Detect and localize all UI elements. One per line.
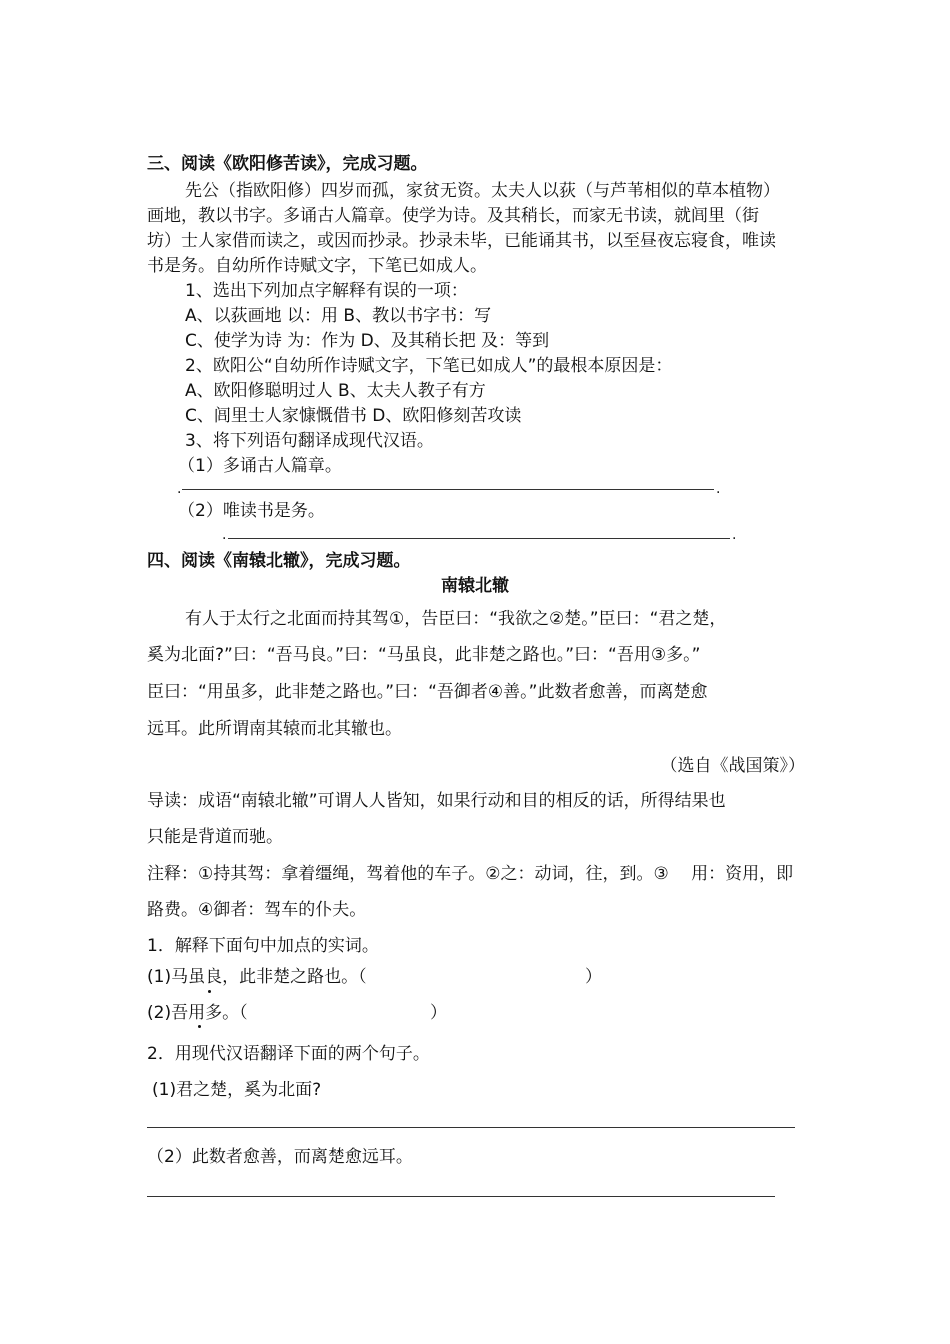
s3-q1-cd: C、使学为诗 为：作为 D、及其稍长把 及：等到 — [185, 331, 550, 351]
answer-line-start-dot: . — [222, 527, 227, 543]
answer-line-start-dot: . — [177, 481, 182, 497]
s4-q1-2-close: ） — [430, 1003, 447, 1023]
source: （选自《战国策》） — [660, 756, 805, 776]
s3-q3-2: （2）唯读书是务。 — [178, 501, 325, 521]
answer-line-end-dot: . — [716, 481, 721, 497]
s3-q2: 2、欧阳公“自幼所作诗赋文字，下笔已如成人”的最根本原因是： — [185, 356, 673, 376]
passage3-line-4: 书是务。自幼所作诗赋文字，下笔已如成人。 — [147, 256, 487, 276]
section4-heading: 四、阅读《南辕北辙》，完成习题。 — [147, 551, 411, 571]
s4-q1-2: (2)吾用多。（ — [147, 1003, 248, 1023]
s4-q1: 1．解释下面句中加点的实词。 — [147, 936, 379, 956]
passage4-line-1: 有人于太行之北面而持其驾①，告臣曰：“我欲之②楚。”臣曰：“君之楚， — [185, 609, 727, 629]
s4-q2-2: （2）此数者愈善，而离楚愈远耳。 — [147, 1147, 413, 1167]
answer-line[interactable] — [182, 489, 714, 490]
answer-line-end-dot: . — [732, 527, 737, 543]
section4-title: 南辕北辙 — [441, 576, 509, 596]
emphasis-dot — [198, 1025, 201, 1028]
s3-q3-1: （1）多诵古人篇章。 — [178, 456, 342, 476]
notes-line-1: 注释：①持其驾：拿着缰绳，驾着他的车子。②之：动词，往，到。③ 用：资用，即 — [147, 864, 794, 884]
s3-q1: 1、选出下列加点字解释有误的一项： — [185, 281, 468, 301]
guide-line-2: 只能是背道而驰。 — [147, 827, 283, 847]
notes-line-2: 路费。④御者：驾车的仆夫。 — [147, 900, 367, 920]
answer-line[interactable] — [228, 538, 730, 539]
passage3-line-2: 画地，教以书字。多诵古人篇章。使学为诗。及其稍长，而家无书读，就闾里（街 — [147, 206, 759, 226]
section3-heading: 三、阅读《欧阳修苦读》，完成习题。 — [147, 154, 428, 174]
answer-line[interactable] — [147, 1196, 775, 1197]
answer-line[interactable] — [147, 1127, 795, 1128]
s4-q1-1-close: ） — [585, 967, 602, 987]
passage4-line-2: 奚为北面?”曰：“吾马良。”曰：“马虽良，此非楚之路也。”曰：“吾用③多。” — [147, 645, 701, 665]
passage3-line-1: 先公（指欧阳修）四岁而孤，家贫无资。太夫人以荻（与芦苇相似的草本植物） — [185, 181, 780, 201]
emphasis-dot — [208, 990, 211, 993]
s3-q1-ab: A、以荻画地 以：用 B、教以书字书：写 — [185, 306, 492, 326]
s4-q1-1: (1)马虽良，此非楚之路也。（ — [147, 967, 367, 987]
s3-q3: 3、将下列语句翻译成现代汉语。 — [185, 431, 434, 451]
s4-q2-1: (1)君之楚，奚为北面? — [152, 1080, 322, 1100]
s4-q2: 2．用现代汉语翻译下面的两个句子。 — [147, 1044, 430, 1064]
passage4-line-4: 远耳。此所谓南其辕而北其辙也。 — [147, 719, 402, 739]
passage4-line-3: 臣曰：“用虽多，此非楚之路也。”曰：“吾御者④善。”此数者愈善，而离楚愈 — [147, 682, 708, 702]
guide-line-1: 导读：成语“南辕北辙”可谓人人皆知，如果行动和目的相反的话，所得结果也 — [147, 791, 726, 811]
s3-q2-ab: A、欧阳修聪明过人 B、太夫人教子有方 — [185, 381, 486, 401]
s3-q2-cd: C、闾里士人家慷慨借书 D、欧阳修刻苦攻读 — [185, 406, 522, 426]
passage3-line-3: 坊）士人家借而读之，或因而抄录。抄录未毕，已能诵其书，以至昼夜忘寝食，唯读 — [147, 231, 776, 251]
